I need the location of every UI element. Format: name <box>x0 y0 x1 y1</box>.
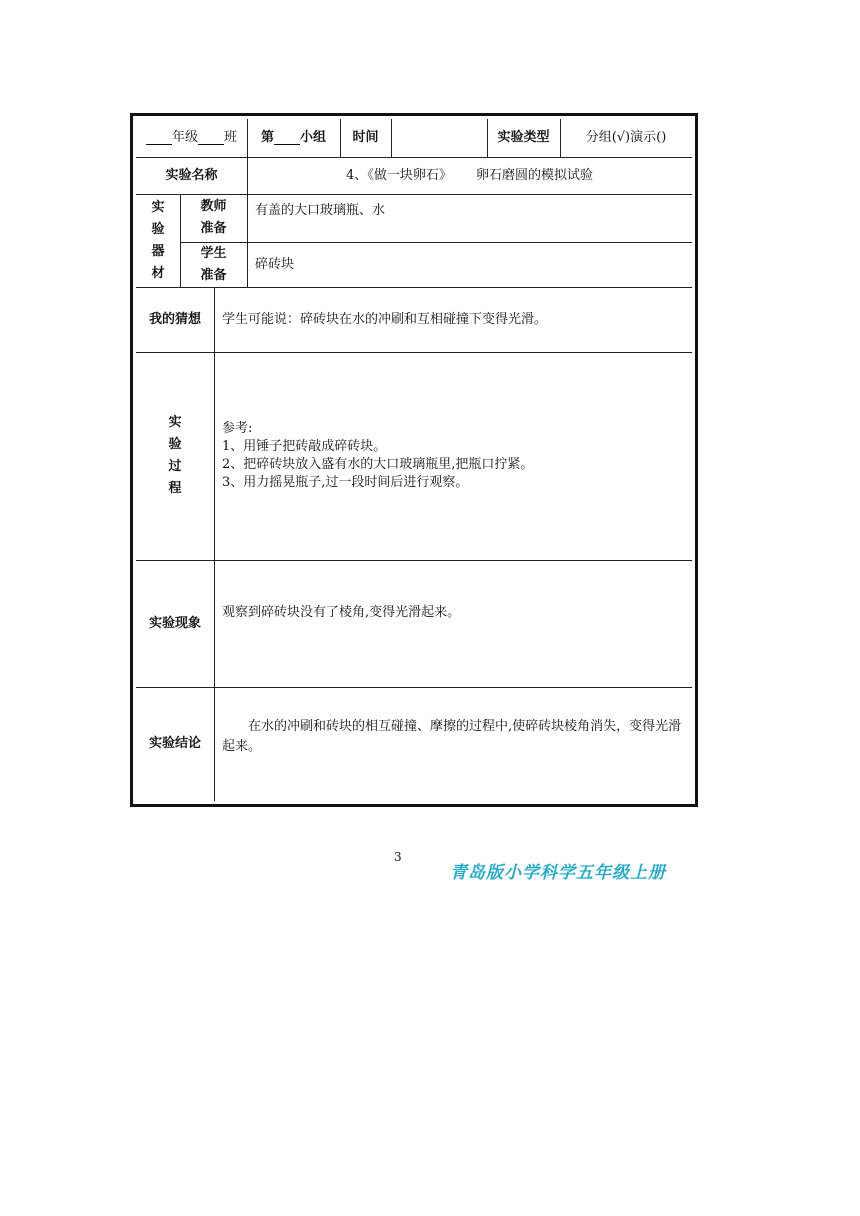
time-value-field[interactable] <box>391 119 487 157</box>
teacher-prep-value: 有盖的大口玻璃瓶、水 <box>255 203 386 218</box>
teacher-prep-label-line: 教师 <box>200 199 227 214</box>
group-prefix: 第 <box>260 130 274 145</box>
process-label-char: 验 <box>168 437 182 452</box>
experiment-name-label: 实验名称 <box>165 167 218 183</box>
process-label-char: 程 <box>168 481 182 496</box>
class-blank[interactable] <box>198 132 224 145</box>
experiment-record-table <box>130 113 698 807</box>
equipment-label <box>136 194 180 287</box>
equipment-label-char: 实 <box>151 199 165 215</box>
student-prep-label <box>180 242 247 287</box>
guess-label: 我的猜想 <box>148 311 201 327</box>
student-prep-value: 碎砖块 <box>255 256 295 272</box>
process-line: 3、用力摇晃瓶子,过一段时间后进行观察。 <box>222 475 469 490</box>
group-field <box>247 119 340 157</box>
process-label-char: 实 <box>168 415 182 430</box>
group-blank[interactable] <box>274 132 300 145</box>
grade-class-field <box>136 119 247 157</box>
phenomenon-label: 实验现象 <box>148 615 201 631</box>
class-label: 班 <box>224 130 238 145</box>
grade-blank[interactable] <box>146 132 172 145</box>
grade-label: 年级 <box>171 130 198 145</box>
book-title: 青岛版小学科学五年级上册 <box>450 863 666 883</box>
student-prep-label-line: 准备 <box>200 267 227 283</box>
process-steps <box>214 352 692 560</box>
teacher-prep-label <box>180 194 247 242</box>
equipment-label-char: 器 <box>151 243 165 259</box>
phenomenon-value: 观察到碎砖块没有了棱角,变得光滑起来。 <box>222 605 461 620</box>
teacher-prep-label-line: 准备 <box>200 221 227 236</box>
process-line: 1、用锤子把砖敲成碎砖块。 <box>222 439 387 454</box>
process-line: 2、把碎砖块放入盛有水的大口玻璃瓶里,把瓶口拧紧。 <box>222 457 534 472</box>
equipment-label-char: 验 <box>151 221 165 237</box>
time-label: 时间 <box>352 130 379 145</box>
student-prep-label-line: 学生 <box>200 245 227 261</box>
process-line: 参考: <box>222 421 253 436</box>
process-label-char: 过 <box>168 459 182 474</box>
experiment-type-label: 实验类型 <box>497 130 550 145</box>
page-number: 3 <box>394 850 402 864</box>
guess-value: 学生可能说：碎砖块在水的冲刷和互相碰撞下变得光滑。 <box>222 311 548 327</box>
equipment-label-char: 材 <box>151 265 165 281</box>
group-suffix: 小组 <box>300 130 327 145</box>
experiment-name-value: 4、《做一块卵石》 卵石磨圆的模拟试验 <box>346 167 593 183</box>
conclusion-value: 在水的冲刷和砖块的相互碰撞、摩擦的过程中,使碎砖块棱角消失，变得光滑起来。 <box>222 719 682 754</box>
experiment-type-value: 分组(√)演示() <box>585 130 667 145</box>
process-label <box>136 352 214 560</box>
conclusion-label: 实验结论 <box>148 736 201 751</box>
